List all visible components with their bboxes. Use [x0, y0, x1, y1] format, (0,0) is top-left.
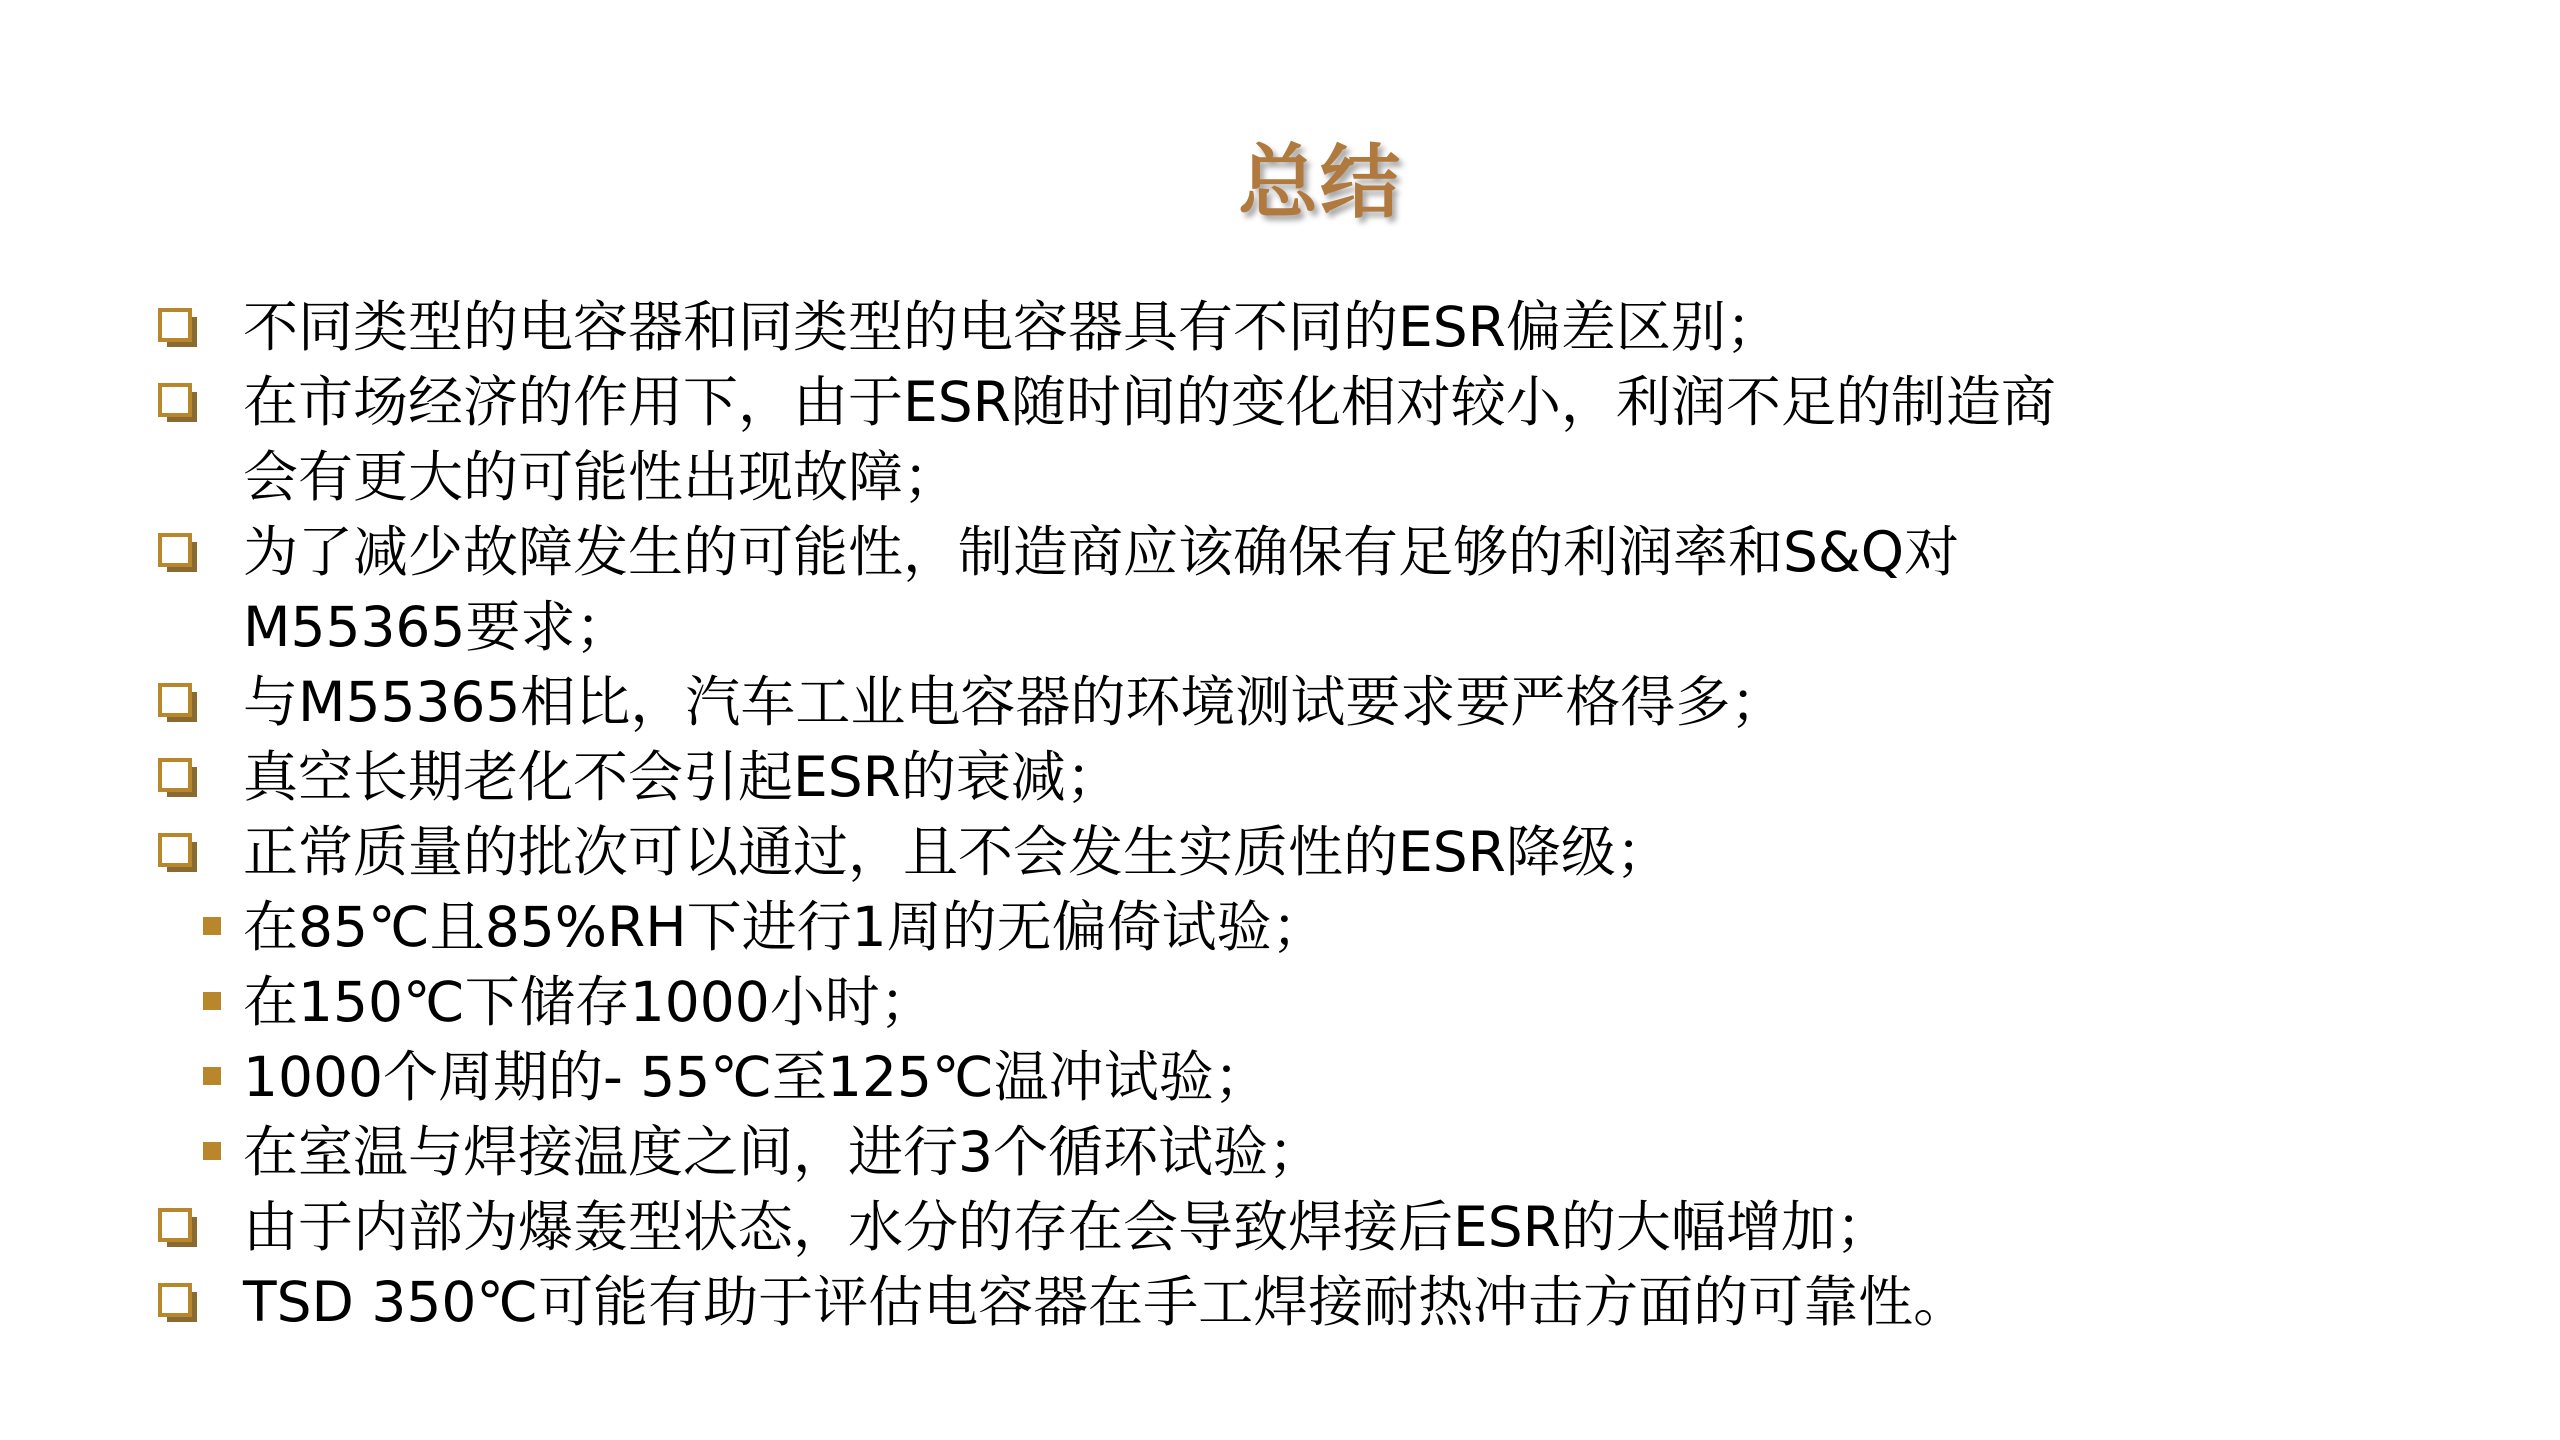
- sub-list-item: [158, 965, 2438, 1040]
- list-item-text: 1000个周期的- 55℃至125℃温冲试验；: [243, 1045, 1269, 1109]
- list-item-text: 会有更大的可能性出现故障；: [243, 445, 959, 509]
- filled-square-icon: [203, 1067, 221, 1085]
- sub-list-item: [158, 1115, 2438, 1190]
- list-item-text: 正常质量的批次可以通过，且不会发生实质性的ESR降级；: [243, 820, 1671, 884]
- filled-square-icon: [203, 992, 221, 1010]
- list-item: [158, 665, 2438, 740]
- sub-list-item: [158, 890, 2438, 965]
- checkbox-square-icon: [158, 1283, 200, 1325]
- filled-square-icon: [203, 917, 221, 935]
- checkbox-square-icon: [158, 533, 200, 575]
- list-item: [158, 1265, 2438, 1340]
- bullet-list: [158, 290, 2438, 1340]
- list-item: [158, 740, 2438, 815]
- list-item-text: M55365要求；: [243, 595, 631, 659]
- sub-list-item: [158, 1040, 2438, 1115]
- list-item-text: 在150℃下储存1000小时；: [243, 970, 935, 1034]
- checkbox-square-icon: [158, 833, 200, 875]
- list-item: [158, 365, 2438, 515]
- list-item-text: 在市场经济的作用下，由于ESR随时间的变化相对较小，利润不足的制造商: [243, 370, 2056, 434]
- checkbox-square-icon: [158, 383, 200, 425]
- checkbox-square-icon: [158, 683, 200, 725]
- list-item-text: 为了减少故障发生的可能性，制造商应该确保有足够的利润率和S&Q对: [243, 520, 1960, 584]
- list-item: [158, 290, 2438, 365]
- list-item-text: 真空长期老化不会引起ESR的衰减；: [243, 745, 1121, 809]
- list-item-text: 与M55365相比，汽车工业电容器的环境测试要求要严格得多；: [243, 670, 1786, 734]
- list-item: [158, 515, 2438, 665]
- list-item: [158, 1190, 2438, 1265]
- list-item-text: 由于内部为爆轰型状态，水分的存在会导致焊接后ESR的大幅增加；: [243, 1195, 1891, 1259]
- page-title: 总结: [1238, 135, 1402, 229]
- checkbox-square-icon: [158, 1208, 200, 1250]
- list-item-text: TSD 350℃可能有助于评估电容器在手工焊接耐热冲击方面的可靠性。: [243, 1270, 1969, 1334]
- list-item: [158, 815, 2438, 890]
- checkbox-square-icon: [158, 308, 200, 350]
- list-item-text: 不同类型的电容器和同类型的电容器具有不同的ESR偏差区别；: [243, 295, 1781, 359]
- list-item-text: 在室温与焊接温度之间，进行3个循环试验；: [243, 1120, 1323, 1184]
- filled-square-icon: [203, 1142, 221, 1160]
- checkbox-square-icon: [158, 758, 200, 800]
- list-item-text: 在85℃且85%RH下进行1周的无偏倚试验；: [243, 895, 1327, 959]
